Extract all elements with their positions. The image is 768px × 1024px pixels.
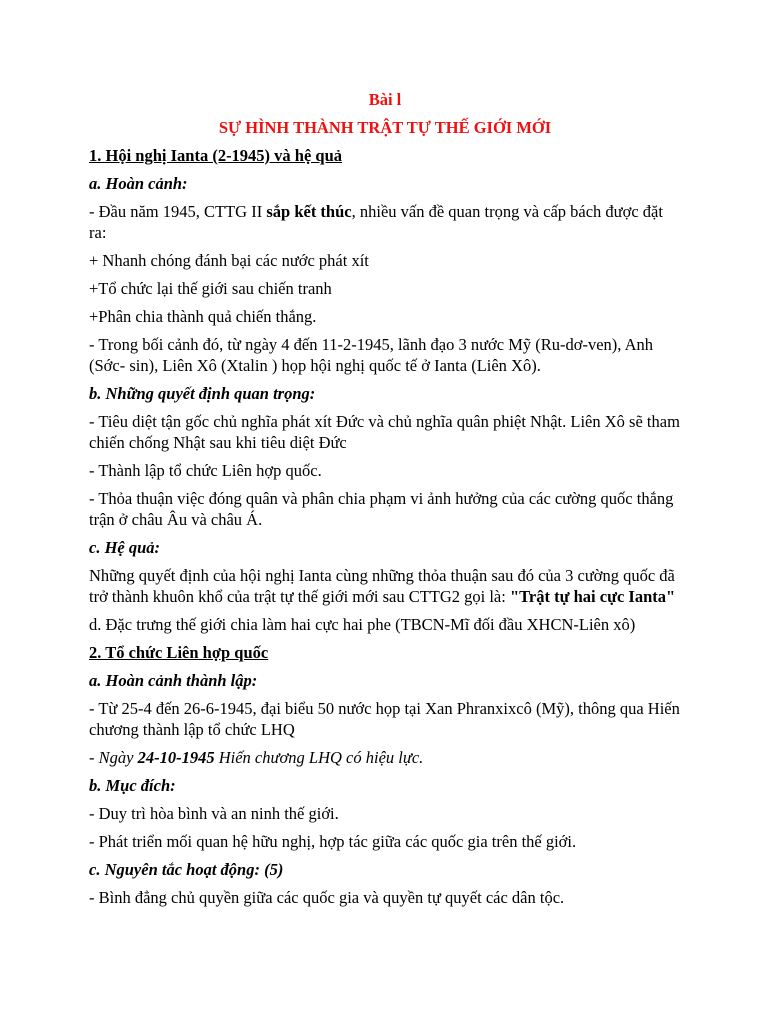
paragraph: - Thỏa thuận việc đóng quân và phân chia phạm vi ảnh hưởng của các cường quốc thắng trận ở châu Âu và châu Á.: [89, 489, 674, 529]
section-1b-title: b. Những quyết định quan trọng:: [89, 384, 316, 403]
paragraph: - Thành lập tổ chức Liên hợp quốc.: [89, 461, 322, 480]
section-2b-title: b. Mục đích:: [89, 776, 176, 795]
paragraph: - Tiêu diệt tận gốc chủ nghĩa phát xít Đức và chủ nghĩa quân phiệt Nhật. Liên Xô sẽ tham chiến chống Nhật sau khi tiêu diệt Đức: [89, 412, 680, 452]
section-2-heading: 2. Tổ chức Liên hợp quốc: [89, 643, 269, 662]
document-content: [89, 89, 681, 915]
lesson-number: Bài l: [368, 90, 402, 109]
paragraph: - Phát triển mối quan hệ hữu nghị, hợp tác giữa các quốc gia trên thế giới.: [89, 832, 577, 851]
paragraph: + Nhanh chóng đánh bại các nước phát xít: [89, 251, 369, 270]
paragraph: - Ngày 24-10-1945 Hiến chương LHQ có hiệu lực.: [89, 748, 424, 767]
section-2a-title: a. Hoàn cảnh thành lập:: [89, 671, 258, 690]
section-1a-title: a. Hoàn cảnh:: [89, 174, 188, 193]
section-1c-title: c. Hệ quả:: [89, 538, 161, 557]
section-1-heading: 1. Hội nghị Ianta (2-1945) và hệ quả: [89, 146, 343, 165]
paragraph: Những quyết định của hội nghị Ianta cùng những thỏa thuận sau đó của 3 cường quốc đã trở thành khuôn khổ của trật tự thế giới mới sau CTTG2 gọi là: "Trật tự hai cực Ianta": [89, 566, 676, 606]
paragraph: - Trong bối cảnh đó, từ ngày 4 đến 11-2-1945, lãnh đạo 3 nước Mỹ (Ru-dơ-ven), Anh (Sớc- sin), Liên Xô (Xtalin ) họp hội nghị quốc tế ở Ianta (Liên Xô).: [89, 335, 654, 375]
paragraph: - Từ 25-4 đến 26-6-1945, đại biểu 50 nước họp tại Xan Phranxixcô (Mỹ), thông qua Hiến chương thành lập tổ chức LHQ: [89, 699, 680, 739]
paragraph: - Duy trì hòa bình và an ninh thế giới.: [89, 804, 339, 823]
paragraph: +Tổ chức lại thế giới sau chiến tranh: [89, 279, 332, 298]
lesson-title: SỰ HÌNH THÀNH TRẬT TỰ THẾ GIỚI MỚI: [218, 118, 552, 137]
paragraph: +Phân chia thành quả chiến thắng.: [89, 307, 317, 326]
section-2c-title: c. Nguyên tắc hoạt động: (5): [89, 860, 284, 879]
paragraph: d. Đặc trưng thế giới chia làm hai cực hai phe (TBCN-Mĩ đối đầu XHCN-Liên xô): [89, 615, 636, 634]
paragraph: - Đầu năm 1945, CTTG II sắp kết thúc, nhiều vấn đề quan trọng và cấp bách được đặt ra:: [89, 202, 663, 242]
paragraph: - Bình đẳng chủ quyền giữa các quốc gia và quyền tự quyết các dân tộc.: [89, 888, 565, 907]
